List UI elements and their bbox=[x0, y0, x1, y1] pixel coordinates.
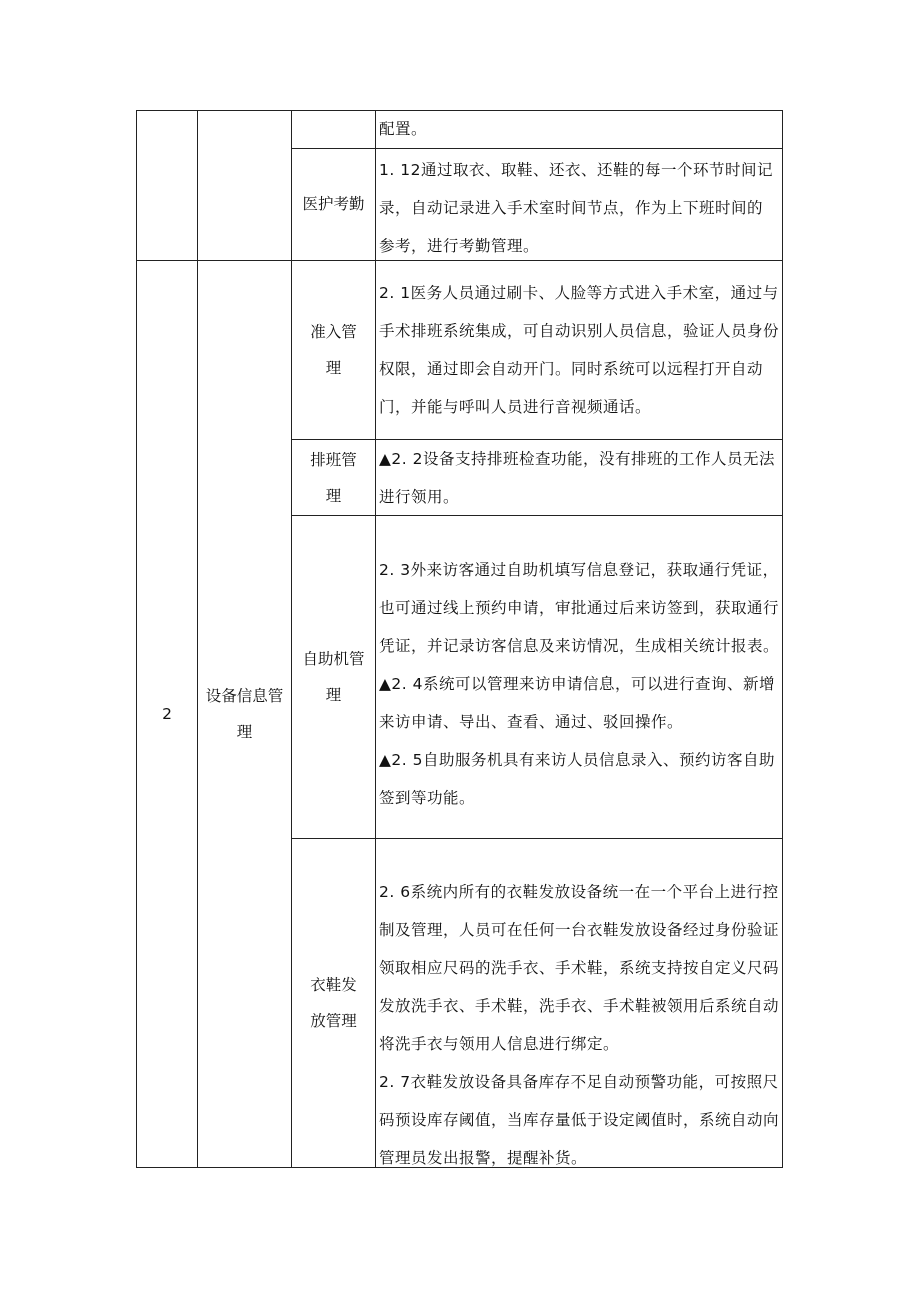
content-cell bbox=[376, 261, 782, 439]
item-name-cell: 排班管 理 bbox=[310, 450, 357, 505]
content-paragraph: ▲2. 2设备支持排班检查功能，没有排班的工作人员无法进行领用。 bbox=[379, 450, 775, 506]
item-name-cell: 衣鞋发 放管理 bbox=[310, 976, 357, 1030]
requirements-table bbox=[136, 110, 783, 1168]
content-cell bbox=[376, 149, 778, 260]
content-paragraph: ▲2. 5自助服务机具有来访人员信息录入、预约访客自助签到等功能。 bbox=[379, 751, 775, 807]
row-number-cell: 2 bbox=[162, 704, 172, 723]
category-cell: 设备信息管 理 bbox=[205, 687, 284, 741]
content-paragraph: ▲2. 4系统可以管理来访申请信息，可以进行查询、新增来访申请、导出、查看、通过、驳回操作。 bbox=[379, 675, 775, 731]
content-cell bbox=[376, 440, 782, 515]
item-name-cell: 自助机管 理 bbox=[302, 650, 365, 704]
table-border-right bbox=[782, 110, 783, 1168]
content-cell bbox=[376, 839, 782, 1167]
content-paragraph: 2. 6系统内所有的衣鞋发放设备统一在一个平台上进行控制及管理，人员可在任何一台衣鞋发放设备经过身份验证领取相应尺码的洗手衣、手术鞋，系统支持按自定义尺码发放洗手衣、手术鞋，洗手衣、手术鞋被领用后系统自动将洗手衣与领用人信息进行绑定。 bbox=[379, 883, 780, 1053]
content-paragraph: 2. 7衣鞋发放设备具备库存不足自动预警功能，可按照尺码预设库存阈值，当库存量低于设定阈值时，系统自动向管理员发出报警，提醒补货。 bbox=[379, 1073, 780, 1167]
item-name-cell: 医护考勤 bbox=[302, 195, 365, 214]
content-cell bbox=[376, 516, 782, 838]
item-name-cell: 准入管 理 bbox=[310, 323, 357, 377]
content-paragraph: 2. 1医务人员通过刷卡、人脸等方式进入手术室，通过与手术排班系统集成，可自动识别人员信息，验证人员身份权限，通过即会自动开门。同时系统可以远程打开自动门，并能与呼叫人员进行音视频通话。 bbox=[379, 284, 780, 416]
content-paragraph: 2. 3外来访客通过自助机填写信息登记，获取通行凭证，也可通过线上预约申请，审批通过后来访签到，获取通行凭证，并记录访客信息及来访情况，生成相关统计报表。 bbox=[379, 561, 780, 655]
content-paragraph: 配置。 bbox=[379, 120, 428, 138]
content-cell bbox=[376, 110, 785, 148]
content-paragraph: 1. 12通过取衣、取鞋、还衣、还鞋的每一个环节时间记录，自动记录进入手术室时间节点，作为上下班时间的参考，进行考勤管理。 bbox=[379, 161, 773, 255]
